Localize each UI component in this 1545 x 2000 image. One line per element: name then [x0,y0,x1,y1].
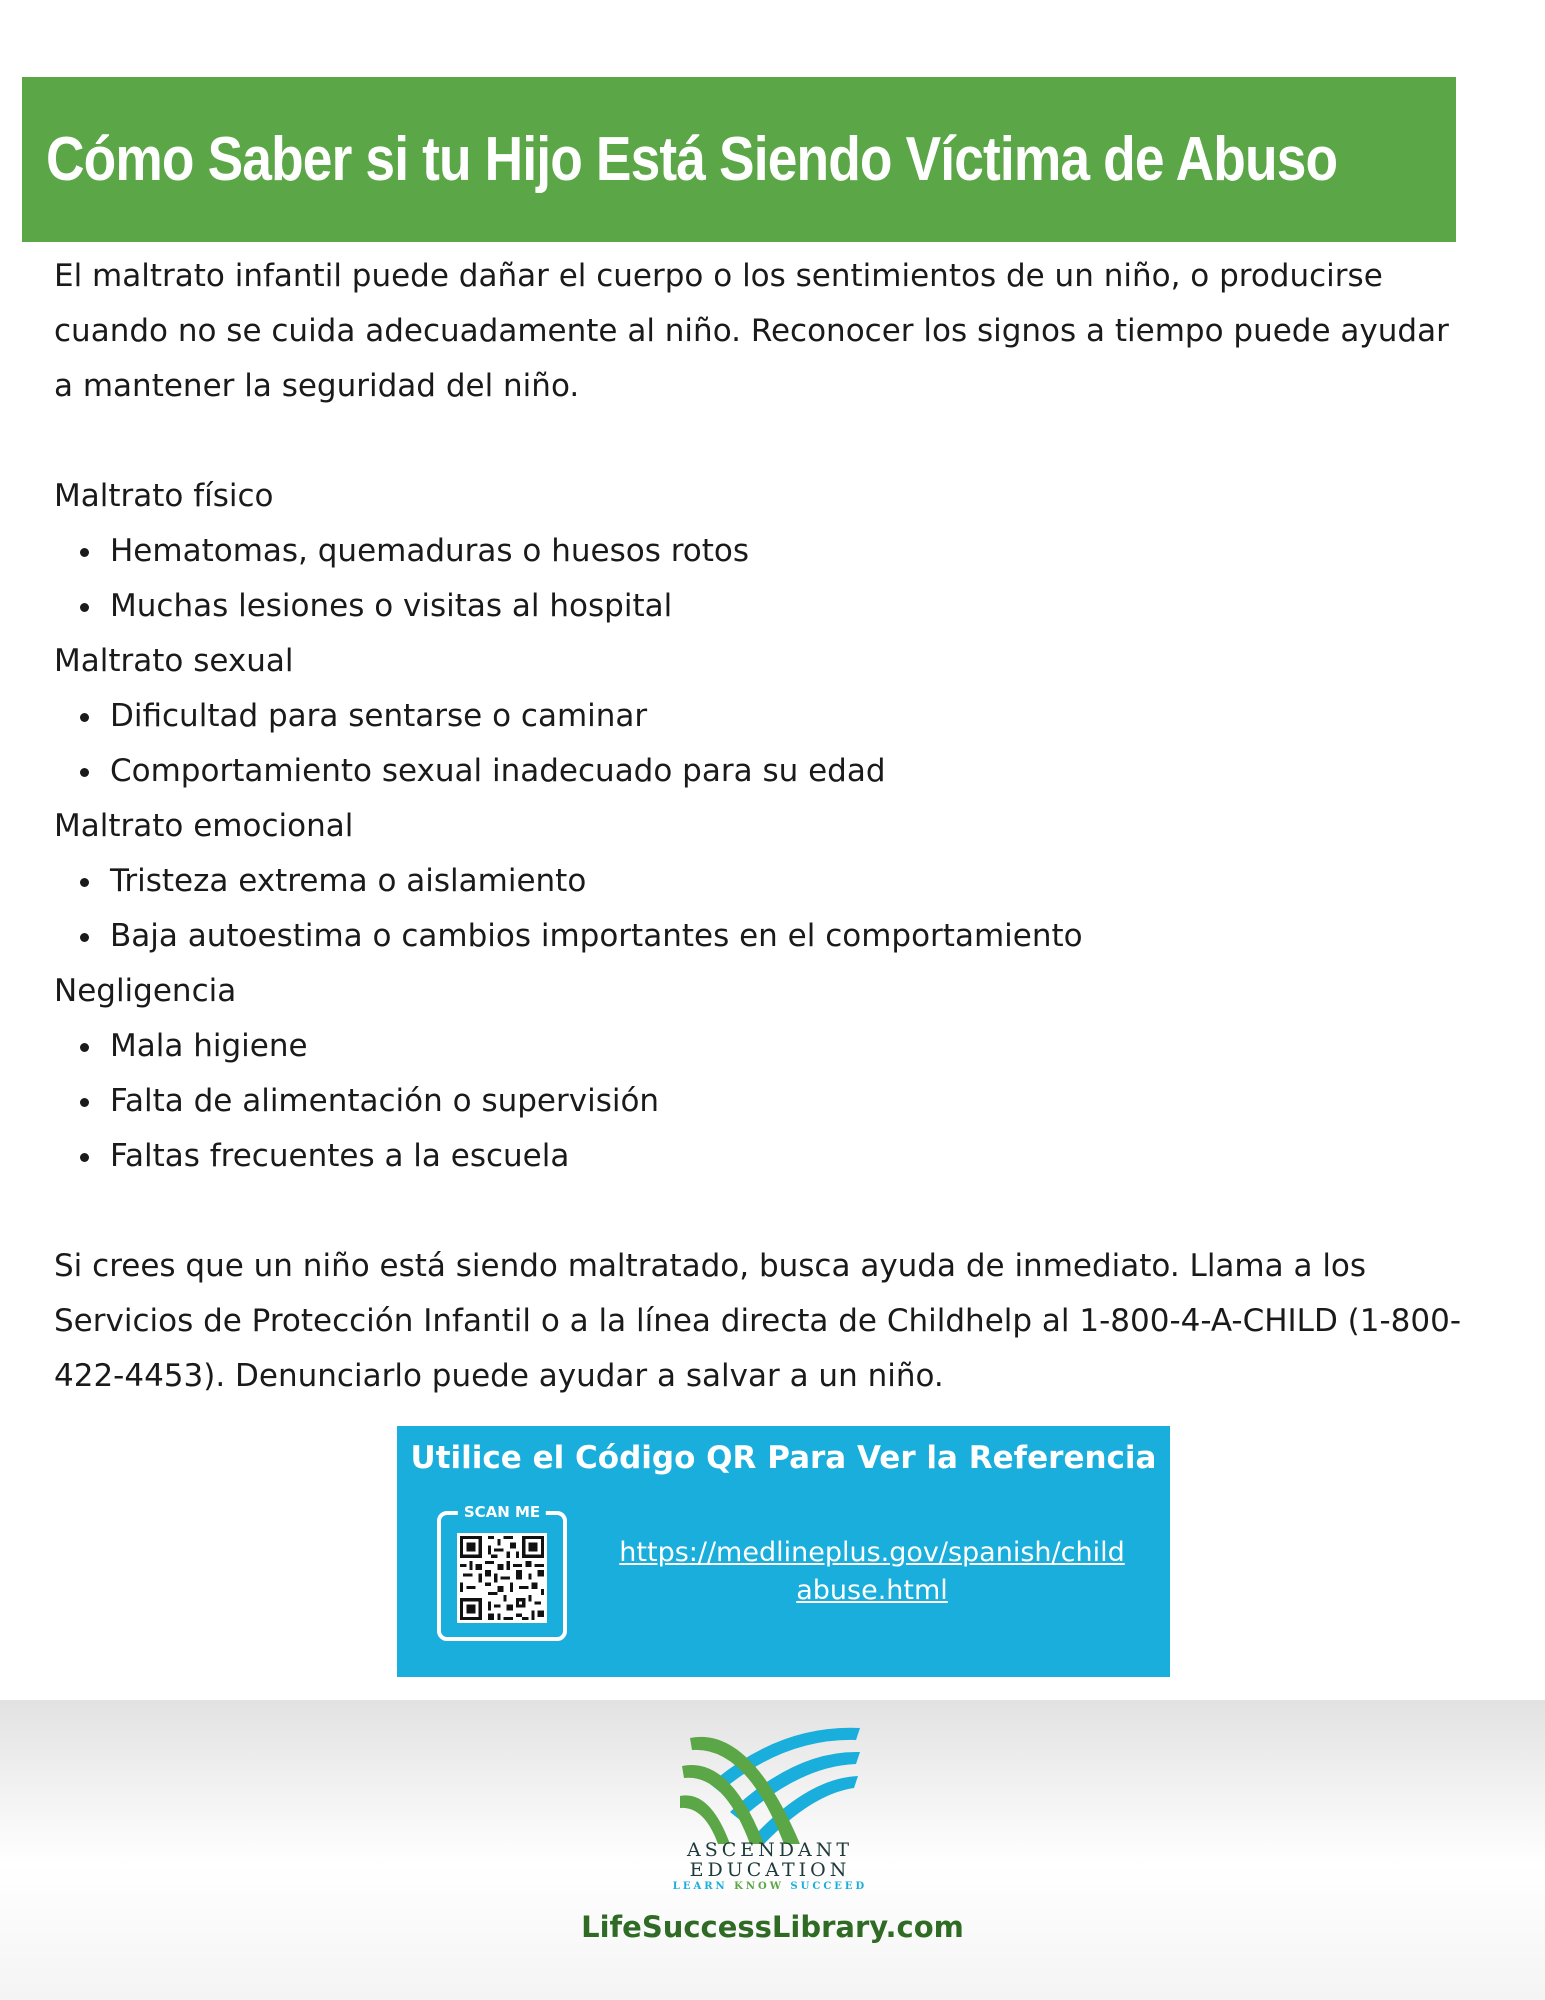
spacer [54,1184,1464,1239]
bullet-list [54,689,1464,799]
list-item: Hematomas, quemaduras o huesos rotos [110,524,1464,579]
logo-tagline [650,1880,890,1894]
tagline-know: KNOW [734,1881,784,1892]
spacer [54,414,1464,469]
site-link[interactable]: LifeSuccessLibrary.com [581,1910,964,1944]
qr-frame [437,1503,567,1641]
section-heading: Maltrato sexual [54,643,294,679]
list-item: Falta de alimentación o supervisión [110,1074,1464,1129]
list-item: Dificultad para sentarse o caminar [110,689,1464,744]
logo-line-ascendant: ASCENDANT [686,1839,854,1861]
list-item: Mala higiene [110,1019,1464,1074]
tagline-succeed: SUCCEED [790,1881,868,1892]
footer [0,1700,1545,2000]
qr-reference-box [397,1426,1170,1677]
list-item: Baja autoestima o cambios importantes en el comportamiento [110,909,1464,964]
page-title: Cómo Saber si tu Hijo Está Siendo Víctima de Abuso [46,125,1338,194]
closing-paragraph: Si crees que un niño está siendo maltratado, busca ayuda de inmediato. Llama a los Servicios de Protección Infantil o a la línea directa de Childhelp al 1-800-4-A-CHILD (1-800-422-4453). Denunciarlo puede ayudar a salvar a un niño. [54,1248,1462,1394]
list-item: Tristeza extrema o aislamiento [110,854,1464,909]
reference-link[interactable]: https://medlineplus.gov/spanish/childabuse.html [619,1537,1125,1606]
section-heading: Maltrato físico [54,478,274,514]
section-heading: Maltrato emocional [54,808,354,844]
logo-wordmark [650,1840,890,1894]
list-item: Comportamiento sexual inadecuado para su edad [110,744,1464,799]
qr-code-icon[interactable] [457,1533,547,1623]
scan-me-label: SCAN ME [458,1501,546,1523]
ascendant-logo-icon [680,1726,860,1850]
tagline-learn: LEARN [672,1881,728,1892]
bullet-list [54,1019,1464,1184]
logo-line-education: EDUCATION [689,1859,851,1881]
bullet-list [54,854,1464,964]
list-item: Muchas lesiones o visitas al hospital [110,579,1464,634]
bullet-list [54,524,1464,634]
list-item: Faltas frecuentes a la escuela [110,1129,1464,1184]
qr-title: Utilice el Código QR Para Ver la Referencia [410,1440,1157,1476]
title-banner [22,77,1456,242]
intro-paragraph: El maltrato infantil puede dañar el cuerpo o los sentimientos de un niño, o producirse cuando no se cuida adecuadamente al niño. Reconocer los signos a tiempo puede ayudar a mantener la seguridad del niño. [54,258,1449,404]
article-body [54,249,1464,1404]
section-heading: Negligencia [54,973,237,1009]
